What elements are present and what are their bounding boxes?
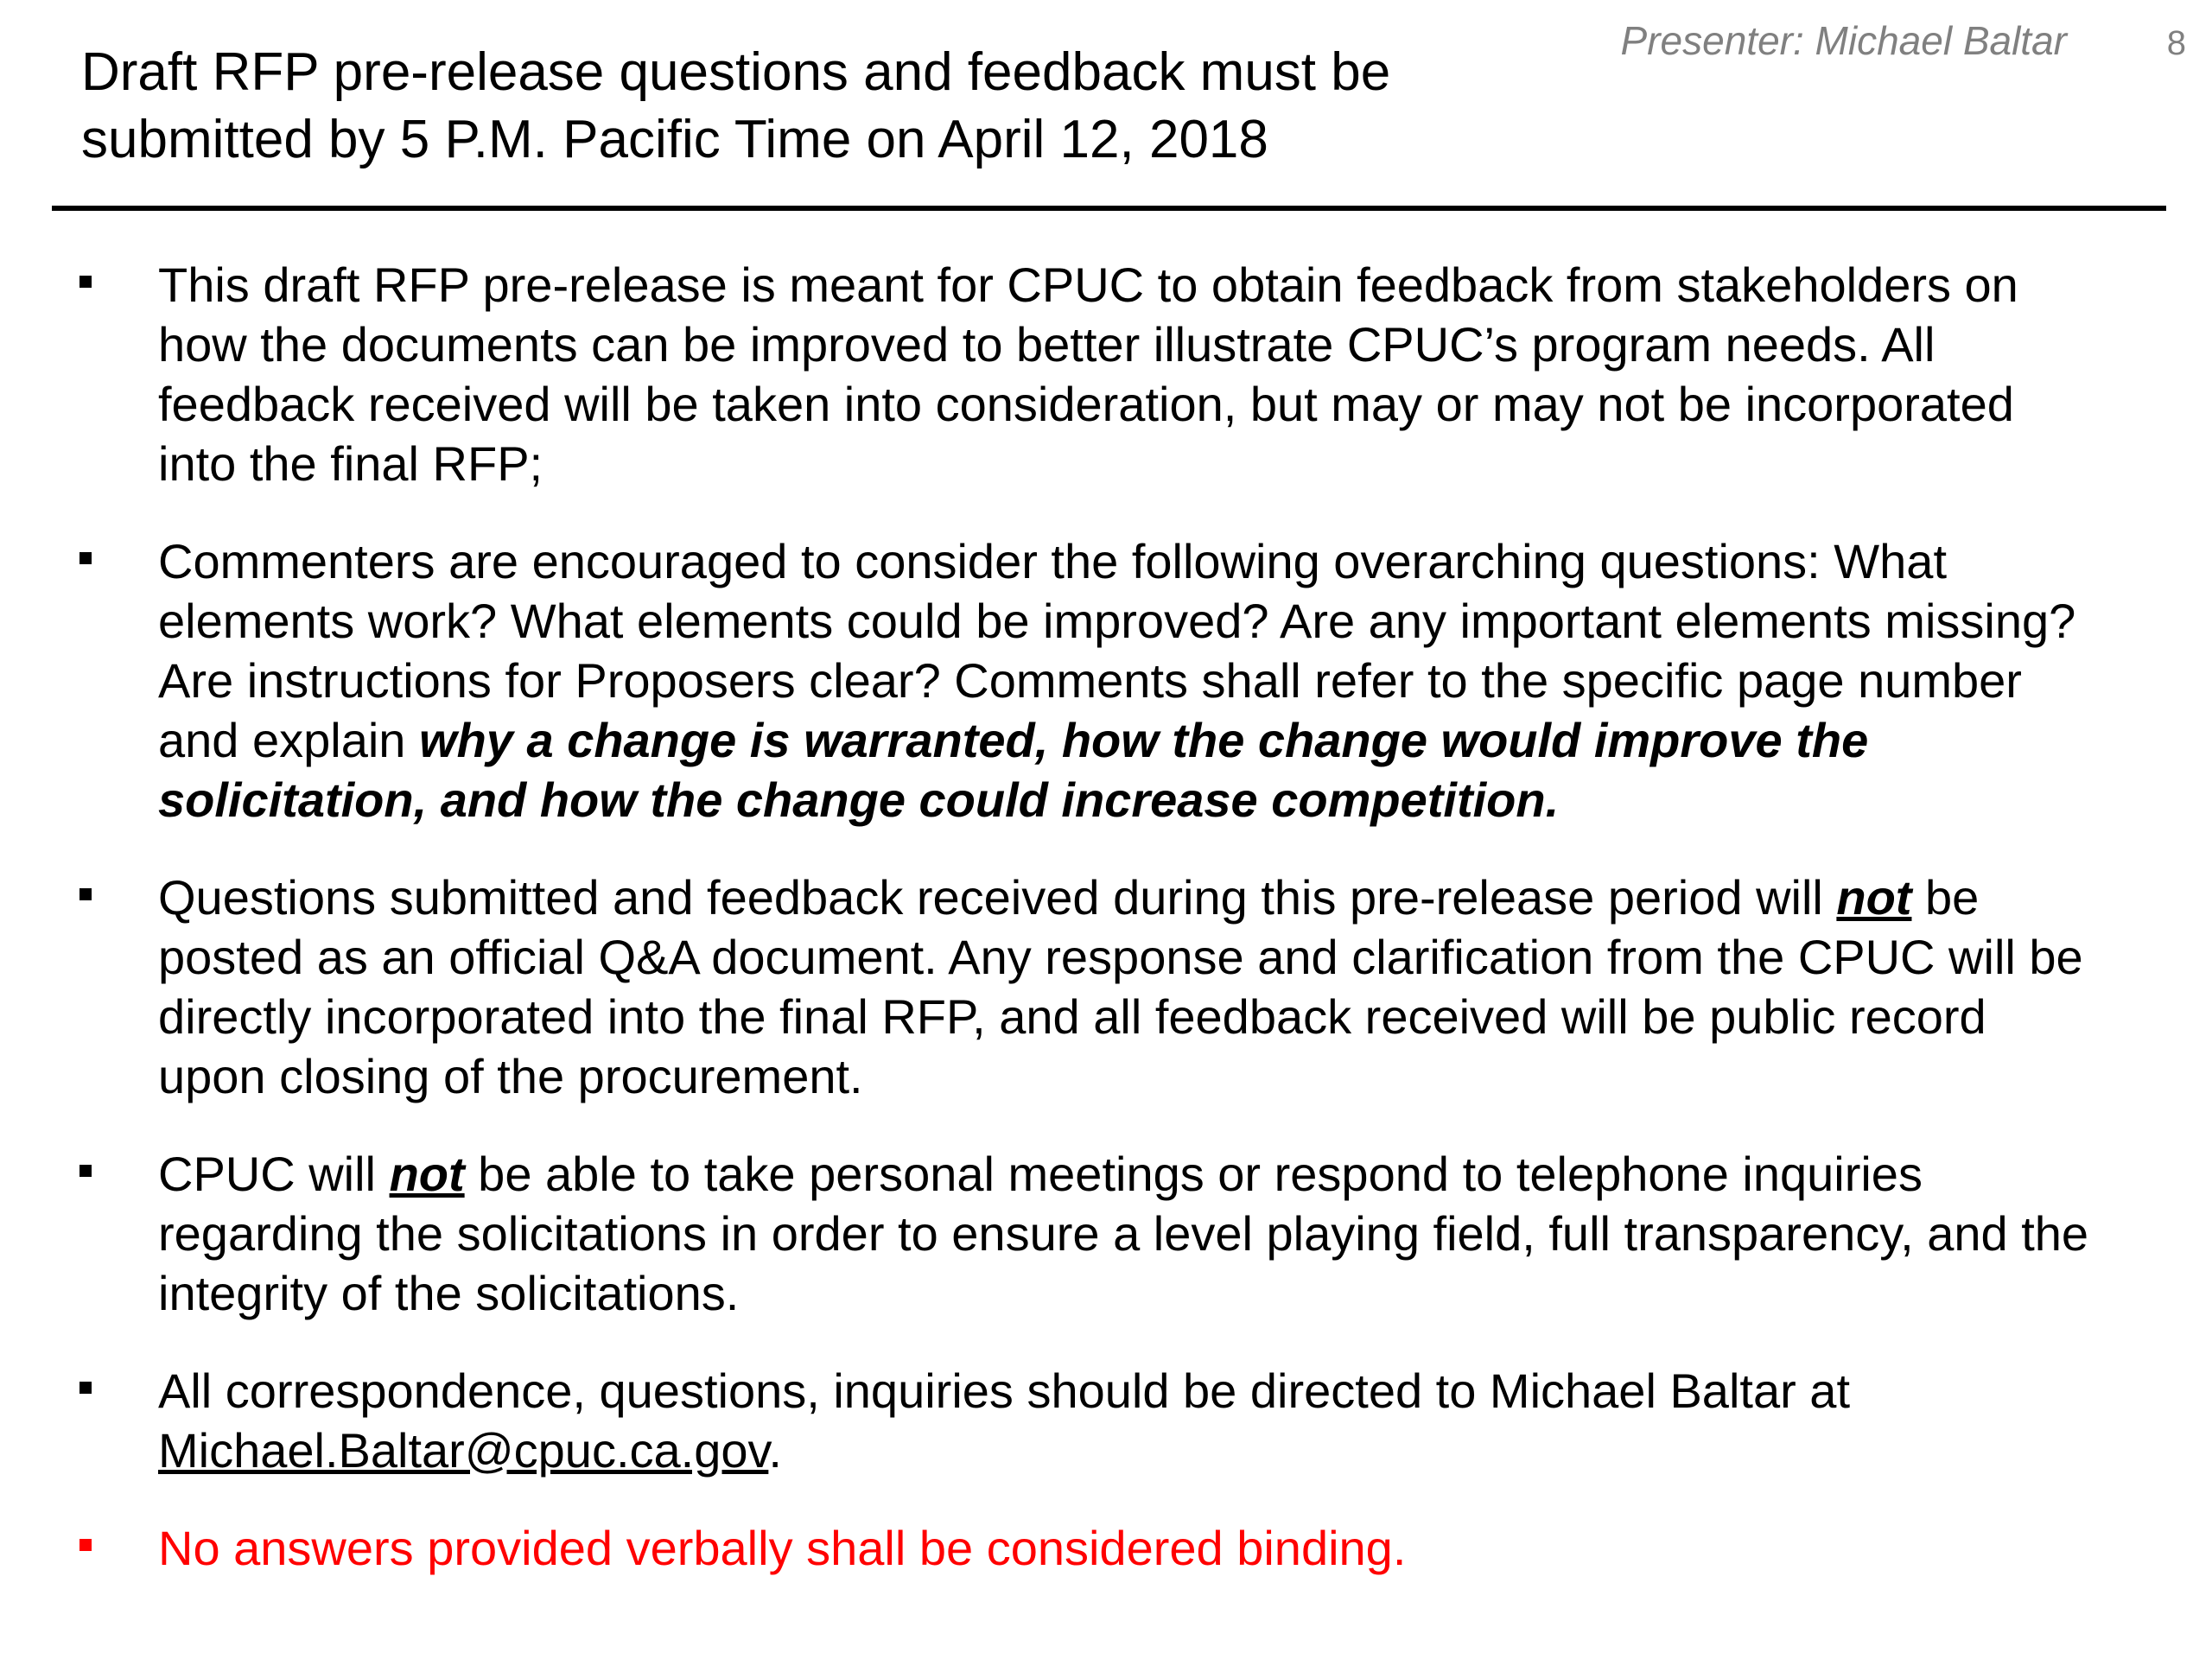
bullet-text-line: regarding the solicitations in order to ensure a level playing field, full transparency, and the xyxy=(158,1206,2089,1261)
bullet-overarching-questions xyxy=(0,531,2212,830)
bullet-text-plain: Questions submitted and feedback received during this pre-release period will xyxy=(158,870,1837,925)
bullet-text-plain: be xyxy=(1911,870,1980,925)
bullet-text-plain: CPUC will xyxy=(158,1147,390,1201)
bullet-text-line: integrity of the solicitations. xyxy=(158,1266,740,1320)
presenter-label: Presenter: Michael Baltar xyxy=(1620,18,2067,63)
bullet-text-line: Are instructions for Proposers clear? Comments shall refer to the specific page number xyxy=(158,653,2022,708)
square-bullet-icon xyxy=(79,1165,92,1177)
square-bullet-icon xyxy=(79,888,92,900)
bullet-text-line: how the documents can be improved to better illustrate CPUC’s program needs. All xyxy=(158,317,1936,372)
slide-title-line-1: Draft RFP pre-release questions and feedback must be xyxy=(81,42,1391,102)
bullet-text-line: Commenters are encouraged to consider the following overarching questions: What xyxy=(158,534,1948,588)
bullet-text-line: All correspondence, questions, inquiries should be directed to Michael Baltar at xyxy=(158,1363,1851,1418)
bullet-text-emphasis-not: not xyxy=(1836,870,1912,925)
bullet-text-line xyxy=(158,1144,2177,1204)
bullet-text-emphasis-not: not xyxy=(389,1147,465,1201)
square-bullet-icon xyxy=(79,552,92,564)
bullet-contact xyxy=(0,1361,2212,1480)
bullet-text-emphasis: why a change is warranted, how the change would improve the xyxy=(419,713,1869,767)
bullet-text-line: feedback received will be taken into consideration, but may or may not be incorporated xyxy=(158,377,2014,431)
bullet-text-line: elements work? What elements could be improved? Are any important elements missing? xyxy=(158,594,2076,648)
bullet-text-emphasis: solicitation, and how the change could increase competition. xyxy=(158,772,1560,827)
bullet-text-plain: . xyxy=(768,1423,782,1478)
bullet-text-line xyxy=(158,710,2177,770)
bullet-text-line: upon closing of the procurement. xyxy=(158,1049,863,1103)
bullet-not-binding-warning xyxy=(0,1518,2212,1578)
bullet-text-line xyxy=(158,868,2177,927)
bullet-text-line: into the final RFP; xyxy=(158,436,543,491)
contact-email-link[interactable]: Michael.Baltar@cpuc.ca.gov xyxy=(158,1423,769,1478)
bullet-text-line: directly incorporated into the final RFP, and all feedback received will be public record xyxy=(158,989,1986,1044)
slide-title xyxy=(81,39,1723,174)
slide-title-line-2: submitted by 5 P.M. Pacific Time on April 12, 2018 xyxy=(81,110,1268,169)
bullet-text-line: posted as an official Q&A document. Any response and clarification from the CPUC will be xyxy=(158,930,2083,984)
bullet-text-line xyxy=(158,1421,2177,1480)
bullet-text-plain: and explain xyxy=(158,713,420,767)
bullet-list xyxy=(0,255,2212,1616)
bullet-no-meetings xyxy=(0,1144,2212,1323)
title-divider xyxy=(52,206,2166,211)
bullet-text-line: This draft RFP pre-release is meant for CPUC to obtain feedback from stakeholders on xyxy=(158,257,2018,312)
bullet-text-plain: be able to take personal meetings or respond to telephone inquiries xyxy=(464,1147,1923,1201)
bullet-feedback-purpose xyxy=(0,255,2212,493)
bullet-not-posted xyxy=(0,868,2212,1106)
page-number: 8 xyxy=(2166,24,2186,62)
bullet-text-line: No answers provided verbally shall be considered binding. xyxy=(158,1521,1407,1575)
square-bullet-icon xyxy=(79,276,92,288)
square-bullet-icon xyxy=(79,1539,92,1551)
square-bullet-icon xyxy=(79,1382,92,1394)
